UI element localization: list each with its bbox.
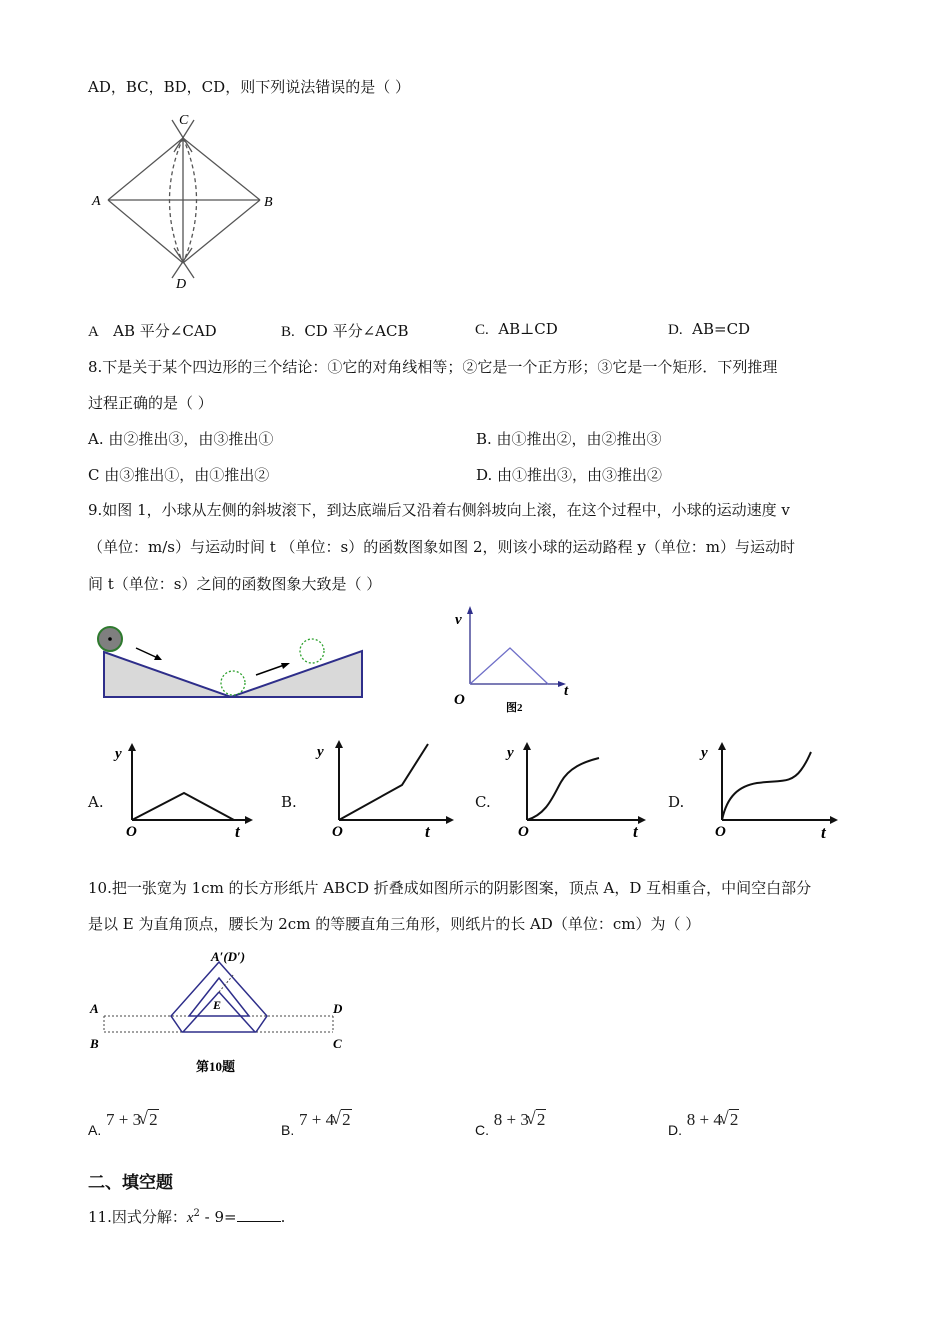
q10-label-b: B bbox=[90, 1036, 99, 1051]
q10-caption: 第10题 bbox=[196, 1059, 236, 1074]
q9-option-c-label[interactable]: C. bbox=[475, 793, 491, 811]
q9-d-y: y bbox=[701, 745, 708, 761]
q10-option-d[interactable]: D. 8 + 4√ 2 bbox=[668, 1110, 739, 1138]
q9-option-a-graph[interactable] bbox=[110, 738, 260, 843]
q9-stem-line3: 间 t（单位：s）之间的函数图象大致是（ ） bbox=[88, 575, 382, 593]
q9-d-o: O bbox=[715, 824, 726, 840]
q9-c-o: O bbox=[518, 824, 529, 840]
q9-a-y: y bbox=[115, 746, 122, 762]
q7-option-a[interactable]: A AB 平分∠CAD bbox=[88, 322, 217, 340]
q9-stem-line1: 9.如图 1，小球从左侧的斜坡滚下，到达底端后又沿着右侧斜坡向上滚，在这个过程中，小球的运动速度 v bbox=[88, 501, 790, 519]
q10-label-d: D bbox=[333, 1001, 343, 1016]
q10-label-a: A bbox=[90, 1001, 99, 1016]
q9-figure1-slopes bbox=[90, 618, 375, 708]
q7-option-d[interactable]: D. AB=CD bbox=[668, 320, 751, 338]
q7-option-c[interactable]: C. AB⊥CD bbox=[475, 320, 558, 338]
q9-option-c-graph[interactable] bbox=[503, 736, 658, 844]
q9-d-t: t bbox=[821, 823, 826, 842]
q11-stem: 11.因式分解：$x^2 - 9=$ . bbox=[88, 1208, 286, 1226]
q7-label-a: A bbox=[92, 194, 101, 209]
q7-figure bbox=[88, 110, 288, 295]
q9-fig2-t-label: t bbox=[564, 683, 569, 699]
q9-option-a-label[interactable]: A. bbox=[88, 793, 104, 811]
q9-b-t: t bbox=[425, 822, 430, 841]
q10-stem-line1: 10.把一张宽为 1cm 的长方形纸片 ABCD 折叠成如图所示的阴影图案，顶点 A，D 互相重合，中间空白部分 bbox=[88, 879, 812, 897]
q10-label-e: E bbox=[213, 998, 222, 1012]
q9-option-b-graph[interactable] bbox=[313, 734, 463, 844]
q9-fig2-o-label: O bbox=[454, 692, 465, 708]
q8-option-b[interactable]: B. 由①推出②，由②推出③ bbox=[476, 430, 662, 448]
q8-option-a[interactable]: A. 由②推出③，由③推出① bbox=[88, 430, 274, 448]
q9-c-y: y bbox=[507, 745, 514, 761]
q9-option-b-label[interactable]: B. bbox=[281, 793, 297, 811]
q8-option-c[interactable]: C 由③推出①，由①推出② bbox=[88, 466, 270, 484]
section-heading: 二、填空题 bbox=[88, 1173, 173, 1193]
q7-option-b[interactable]: B. CD 平分∠ACB bbox=[281, 322, 409, 340]
q9-a-t: t bbox=[235, 822, 240, 841]
q9-figure2-velocity-graph bbox=[448, 604, 588, 720]
q9-fig2-v-label: v bbox=[455, 612, 462, 628]
q10-option-b[interactable]: B. 7 + 4√ 2 bbox=[281, 1110, 352, 1138]
q10-figure bbox=[86, 946, 366, 1076]
q9-fig2-caption: 图2 bbox=[506, 702, 523, 714]
q9-c-t: t bbox=[633, 822, 638, 841]
q9-stem-line2: （单位：m/s）与运动时间 t （单位：s）的函数图象如图 2，则该小球的运动路程 y（单位：m）与运动时 bbox=[88, 538, 796, 556]
q8-stem-line2: 过程正确的是（ ） bbox=[88, 394, 213, 412]
q9-option-d-label[interactable]: D. bbox=[668, 793, 685, 811]
q7-label-d: D bbox=[176, 277, 187, 292]
q8-stem-line1: 8.下是关于某个四边形的三个结论：①它的对角线相等；②它是一个正方形；③它是一个矩形．下列推理 bbox=[88, 358, 778, 376]
q11-answer-blank[interactable] bbox=[237, 1207, 281, 1222]
q7-stem: AD，BC，BD，CD，则下列说法错误的是（ ） bbox=[88, 78, 410, 96]
q8-option-d[interactable]: D. 由①推出③，由③推出② bbox=[476, 466, 663, 484]
q10-stem-line2: 是以 E 为直角顶点，腰长为 2cm 的等腰直角三角形，则纸片的长 AD（单位：cm）为（ ） bbox=[88, 915, 701, 933]
q10-label-c: C bbox=[333, 1036, 342, 1051]
q7-label-c: C bbox=[179, 113, 189, 128]
q9-b-o: O bbox=[332, 824, 343, 840]
q10-label-top: A′(D′) bbox=[211, 949, 246, 964]
q9-b-y: y bbox=[317, 744, 324, 760]
q9-a-o: O bbox=[126, 824, 137, 840]
q10-option-a[interactable]: A. 7 + 3√ 2 bbox=[88, 1110, 159, 1138]
q9-option-d-graph[interactable] bbox=[695, 736, 845, 844]
q10-option-c[interactable]: C. 8 + 3√ 2 bbox=[475, 1110, 546, 1138]
q7-label-b: B bbox=[264, 195, 273, 210]
